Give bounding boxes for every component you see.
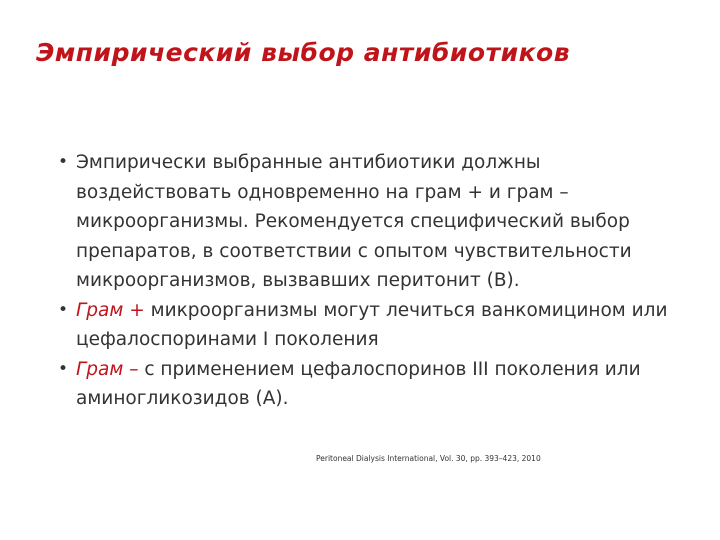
item-text: с применением цефалоспоринов III поколения или аминогликозидов (А). bbox=[76, 358, 641, 409]
bullet-icon: • bbox=[58, 152, 69, 172]
item-highlight: Грам + bbox=[76, 299, 145, 321]
reference-citation: Peritoneal Dialysis International, Vol. 30, pp. 393–423, 2010 bbox=[316, 454, 541, 463]
bullet-list bbox=[58, 148, 698, 414]
item-text: микроорганизмы могут лечиться ванкомицином или цефалоспоринами I поколения bbox=[76, 299, 668, 350]
list-item bbox=[58, 296, 698, 355]
item-highlight: Грам – bbox=[76, 358, 139, 380]
bullet-icon: • bbox=[58, 299, 69, 320]
list-item bbox=[58, 355, 698, 414]
slide-title: Эмпирический выбор антибиотиков bbox=[36, 38, 571, 67]
list-item bbox=[58, 148, 698, 296]
item-text: Эмпирически выбранные антибиотики должны воздействовать одновременно на грам + и грам – микроорганизмы. Рекомендуется специфический выбор препаратов, в соответствии с опытом чувствительности микроорганизмов, вызвавших перитонит (В). bbox=[76, 152, 632, 291]
bullet-icon: • bbox=[58, 358, 69, 379]
